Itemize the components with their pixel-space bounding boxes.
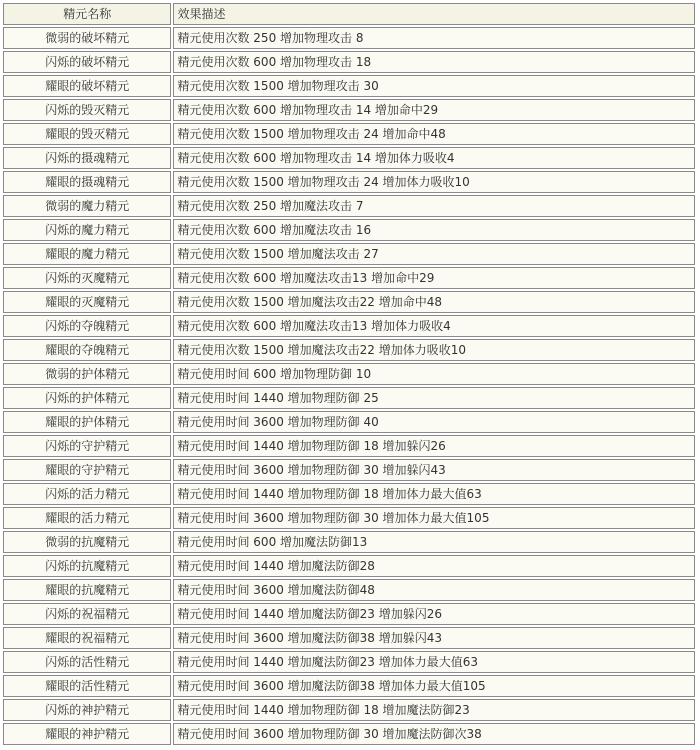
effect-description-cell: 精元使用时间 1440 增加物理防御 25 <box>173 387 695 409</box>
effect-description-cell: 精元使用时间 3600 增加物理防御 30 增加躲闪43 <box>173 459 695 481</box>
spirit-name-cell: 闪烁的毁灭精元 <box>3 99 171 121</box>
spirit-name-cell: 闪烁的活力精元 <box>3 483 171 505</box>
table-row <box>3 267 695 289</box>
effect-description-cell: 精元使用次数 600 增加魔法攻击 16 <box>173 219 695 241</box>
spirit-name-cell: 闪烁的破坏精元 <box>3 51 171 73</box>
table-row <box>3 99 695 121</box>
spirit-name-cell: 闪烁的灭魔精元 <box>3 267 171 289</box>
spirit-name-cell: 耀眼的毁灭精元 <box>3 123 171 145</box>
effect-description-cell: 精元使用时间 3600 增加魔法防御38 增加体力最大值105 <box>173 675 695 697</box>
spirit-name-cell: 耀眼的破坏精元 <box>3 75 171 97</box>
effect-description-cell: 精元使用次数 600 增加物理攻击 14 增加体力吸收4 <box>173 147 695 169</box>
table-row <box>3 459 695 481</box>
effect-description-cell: 精元使用次数 1500 增加物理攻击 24 增加命中48 <box>173 123 695 145</box>
spirit-name-cell: 耀眼的抗魔精元 <box>3 579 171 601</box>
effect-description-cell: 精元使用时间 1440 增加物理防御 18 增加体力最大值63 <box>173 483 695 505</box>
table-row <box>3 531 695 553</box>
table-row <box>3 219 695 241</box>
table-row <box>3 651 695 673</box>
header-effect-description: 效果描述 <box>173 3 695 25</box>
spirit-name-cell: 耀眼的活性精元 <box>3 675 171 697</box>
spirit-name-cell: 闪烁的神护精元 <box>3 699 171 721</box>
table-header-row <box>3 3 695 25</box>
table-row <box>3 579 695 601</box>
effect-description-cell: 精元使用次数 250 增加物理攻击 8 <box>173 27 695 49</box>
table-row <box>3 435 695 457</box>
table-row <box>3 51 695 73</box>
spirit-name-cell: 闪烁的抗魔精元 <box>3 555 171 577</box>
table-row <box>3 363 695 385</box>
spirit-name-cell: 闪烁的祝福精元 <box>3 603 171 625</box>
table-row <box>3 699 695 721</box>
spirit-name-cell: 微弱的破坏精元 <box>3 27 171 49</box>
spirit-name-cell: 耀眼的夺魄精元 <box>3 339 171 361</box>
spirit-name-cell: 闪烁的护体精元 <box>3 387 171 409</box>
table-row <box>3 75 695 97</box>
spirit-name-cell: 微弱的魔力精元 <box>3 195 171 217</box>
effect-description-cell: 精元使用时间 600 增加物理防御 10 <box>173 363 695 385</box>
table-row <box>3 27 695 49</box>
effect-description-cell: 精元使用次数 600 增加物理攻击 14 增加命中29 <box>173 99 695 121</box>
spirit-name-cell: 闪烁的活性精元 <box>3 651 171 673</box>
effect-description-cell: 精元使用时间 1440 增加物理防御 18 增加魔法防御23 <box>173 699 695 721</box>
effect-description-cell: 精元使用次数 1500 增加物理攻击 30 <box>173 75 695 97</box>
effect-description-cell: 精元使用时间 600 增加魔法防御13 <box>173 531 695 553</box>
spirit-name-cell: 耀眼的守护精元 <box>3 459 171 481</box>
effect-description-cell: 精元使用次数 1500 增加魔法攻击 27 <box>173 243 695 265</box>
effect-description-cell: 精元使用时间 3600 增加魔法防御48 <box>173 579 695 601</box>
spirit-name-cell: 闪烁的夺魄精元 <box>3 315 171 337</box>
effect-description-cell: 精元使用时间 3600 增加物理防御 30 增加魔法防御次38 <box>173 723 695 745</box>
table-row <box>3 387 695 409</box>
header-spirit-name: 精元名称 <box>3 3 171 25</box>
effect-description-cell: 精元使用时间 1440 增加物理防御 18 增加躲闪26 <box>173 435 695 457</box>
spirit-name-cell: 耀眼的魔力精元 <box>3 243 171 265</box>
spirit-name-cell: 耀眼的灭魔精元 <box>3 291 171 313</box>
spirit-name-cell: 闪烁的魔力精元 <box>3 219 171 241</box>
spirit-effects-table <box>1 1 697 747</box>
spirit-name-cell: 闪烁的摄魂精元 <box>3 147 171 169</box>
table-row <box>3 123 695 145</box>
spirit-name-cell: 耀眼的摄魂精元 <box>3 171 171 193</box>
table-row <box>3 291 695 313</box>
effect-description-cell: 精元使用次数 600 增加魔法攻击13 增加命中29 <box>173 267 695 289</box>
table-row <box>3 171 695 193</box>
effect-description-cell: 精元使用次数 1500 增加魔法攻击22 增加命中48 <box>173 291 695 313</box>
spirit-name-cell: 微弱的护体精元 <box>3 363 171 385</box>
table-row <box>3 315 695 337</box>
effect-description-cell: 精元使用时间 3600 增加物理防御 30 增加体力最大值105 <box>173 507 695 529</box>
table-body <box>3 27 695 745</box>
effect-description-cell: 精元使用时间 1440 增加魔法防御28 <box>173 555 695 577</box>
table-row <box>3 675 695 697</box>
table-row <box>3 411 695 433</box>
spirit-name-cell: 耀眼的活力精元 <box>3 507 171 529</box>
table-row <box>3 723 695 745</box>
effect-description-cell: 精元使用时间 1440 增加魔法防御23 增加躲闪26 <box>173 603 695 625</box>
table-row <box>3 339 695 361</box>
table-row <box>3 195 695 217</box>
effect-description-cell: 精元使用时间 3600 增加物理防御 40 <box>173 411 695 433</box>
table-row <box>3 627 695 649</box>
effect-description-cell: 精元使用时间 3600 增加魔法防御38 增加躲闪43 <box>173 627 695 649</box>
table-row <box>3 555 695 577</box>
spirit-name-cell: 耀眼的护体精元 <box>3 411 171 433</box>
effect-description-cell: 精元使用次数 250 增加魔法攻击 7 <box>173 195 695 217</box>
table-row <box>3 507 695 529</box>
effect-description-cell: 精元使用次数 600 增加魔法攻击13 增加体力吸收4 <box>173 315 695 337</box>
spirit-name-cell: 闪烁的守护精元 <box>3 435 171 457</box>
effect-description-cell: 精元使用次数 600 增加物理攻击 18 <box>173 51 695 73</box>
spirit-name-cell: 耀眼的神护精元 <box>3 723 171 745</box>
table-row <box>3 243 695 265</box>
spirit-name-cell: 耀眼的祝福精元 <box>3 627 171 649</box>
table-row <box>3 147 695 169</box>
table-row <box>3 603 695 625</box>
effect-description-cell: 精元使用时间 1440 增加魔法防御23 增加体力最大值63 <box>173 651 695 673</box>
effect-description-cell: 精元使用次数 1500 增加物理攻击 24 增加体力吸收10 <box>173 171 695 193</box>
spirit-name-cell: 微弱的抗魔精元 <box>3 531 171 553</box>
table-row <box>3 483 695 505</box>
effect-description-cell: 精元使用次数 1500 增加魔法攻击22 增加体力吸收10 <box>173 339 695 361</box>
